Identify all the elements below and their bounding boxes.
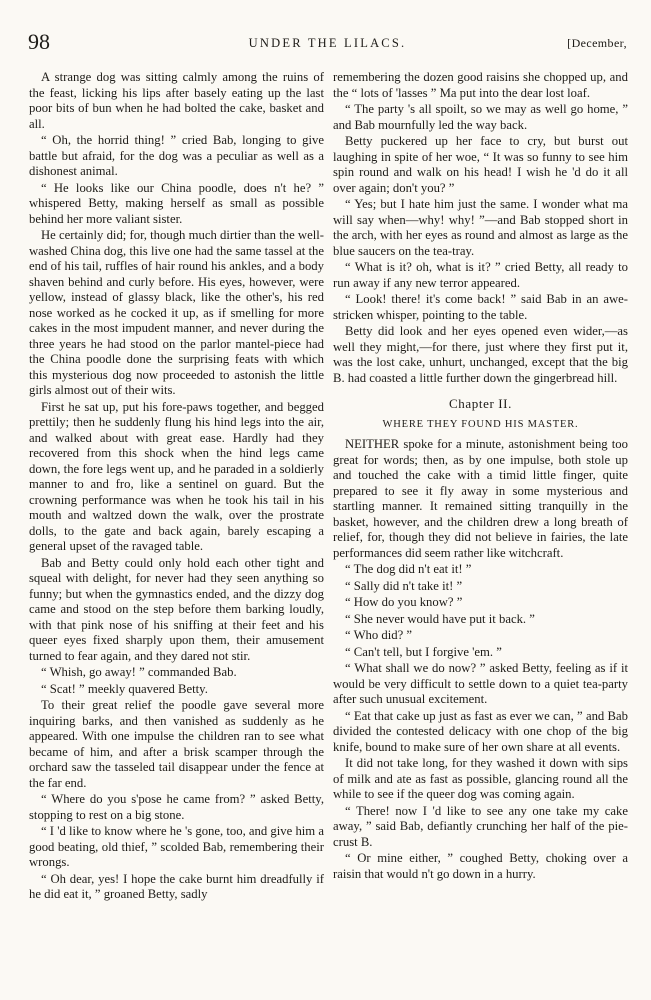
paragraph: “ He looks like our China poodle, does n't he? ” whispered Betty, making herself as small as possible behind her more valiant sister.	[29, 180, 324, 226]
paragraph: “ Oh dear, yes! I hope the cake burnt him dreadfully if he did eat it, ” groaned Betty, sadly	[29, 871, 324, 901]
paragraph: Betty puckered up her face to cry, but burst out laughing in spite of her woe, “ It was so funny to see him spin round and walk on his head! I wish he 'd do it all over again; don't you? ”	[333, 134, 628, 195]
right-column	[333, 70, 628, 883]
paragraph: First he sat up, put his fore-paws together, and begged prettily; then he suddenly flung his hind legs into the air, and walked about with great ease. Hardly had they recovered from this shock when the hind legs came down, the fore legs went up, and he paraded in a soldierly manner to and fro, like a sentinel on guard. But the crowning performance was when he took his tail in his mouth and waltzed down the walk, over the prostrate dolls, to the gate and back again, barely escaping a general upset of the ravaged table.	[29, 399, 324, 553]
paragraph: “ Scat! ” meekly quavered Betty.	[41, 681, 208, 696]
paragraph: “ Or mine either, ” coughed Betty, choking over a raisin that would n't go down in a hurry.	[333, 851, 628, 881]
paragraph: “ She never would have put it back. ”	[345, 611, 535, 626]
paragraph: “ There! now I 'd like to see any one take my cake away, ” said Bab, defiantly crunching her half of the pie-crust B.	[333, 803, 628, 849]
chapter-subtitle: WHERE THEY FOUND HIS MASTER.	[382, 418, 579, 430]
paragraph: “ What is it? oh, what is it? ” cried Betty, all ready to run away if any new terror appeared.	[333, 260, 628, 290]
chapter-heading: Chapter II.	[449, 396, 512, 411]
paragraph: It did not take long, for they washed it down with sips of milk and ate as fast as possible, glancing round all the while to see if the queer dog was coming again.	[333, 756, 628, 801]
page-number: 98	[28, 29, 50, 54]
running-title: UNDER THE LILACS.	[248, 36, 407, 50]
left-column	[29, 70, 324, 904]
issue-month: [December,	[567, 36, 627, 50]
paragraph: “ Sally did n't take it! ”	[345, 578, 463, 593]
page-header	[28, 29, 627, 55]
paragraph: “ What shall we do now? ” asked Betty, feeling as if it would be very difficult to settle down to a quiet tea-party after such unusual excitement.	[333, 661, 628, 706]
paragraph: “ Where do you s'pose he came from? ” asked Betty, stopping to rest on a big stone.	[29, 792, 324, 822]
paragraph: He certainly did; for, though much dirtier than the well-washed China dog, this live one had the same tassel at the end of his tail, ruffles of hair round his ankles, and a body shaven behind and curly before. His eyes, however, were yellow, instead of glassy black, like the other's, his red nose worked as he cocked it up, as if smelling for more cakes in the most impudent manner, and never during the three years he had stood on the parlor mantel-piece had the China poodle done the surprising feats with which this mysterious dog now proceeded to astonish the little girls almost out of their wits.	[29, 228, 324, 397]
paragraph: “ Oh, the horrid thing! ” cried Bab, longing to give battle but afraid, for the dog was a peculiar as well as a dishonest animal.	[29, 133, 324, 178]
paragraph: Betty did look and her eyes opened even wider,—as well they might,—for there, just where they first put it, was the lost cake, unhurt, unchanged, except that the big B. had coasted a little further down the gingerbread hill.	[333, 324, 628, 385]
paragraph: “ The party 's all spoilt, so we may as well go home, ” and Bab mournfully led the way back.	[333, 102, 628, 132]
paragraph: “ How do you know? ”	[345, 595, 463, 609]
paragraph: “ Who did? ”	[345, 628, 413, 642]
paragraph: “ Look! there! it's come back! ” said Bab in an awe-stricken whisper, pointing to the table.	[333, 292, 628, 322]
paragraph: remembering the dozen good raisins she chopped up, and the “ lots of 'lasses ” Ma put into the dear lost loaf.	[333, 70, 628, 100]
paragraph: Bab and Betty could only hold each other tight and squeal with delight, for never had they seen anything so funny; but when the gymnastics ended, and the dizzy dog came and stood on the step before them barking loudly, with that pink nose of his sniffing at their feet and his queer eyes fixed sharply upon them, their amusement turned to fear again, and they dared not stir.	[29, 555, 324, 663]
paragraph: To their great relief the poodle gave several more inquiring barks, and then vanished as suddenly as he appeared. With one impulse the children ran to see what became of him, and after a brisk scamper through the orchard saw the tasseled tail disappear under the fence at the far end.	[29, 698, 324, 790]
paragraph: NEITHER spoke for a minute, astonishment being too great for words; then, as by one impulse, both stole up and touched the cake with a timid little finger, quite prepared to see it fly away in some mysterious and startling manner. It remained sitting tranquilly in the basket, however, and the children drew a long breath of relief, for, though they did not believe in fairies, the late performances did seem rather like witchcraft.	[333, 437, 628, 560]
paragraph: “ Whish, go away! ” commanded Bab.	[41, 665, 237, 679]
paragraph: “ I 'd like to know where he 's gone, too, and give him a good beating, old thief, ” scolded Bab, remembering their wrongs.	[29, 824, 324, 869]
paragraph: “ The dog did n't eat it! ”	[345, 562, 472, 576]
paragraph: “ Yes; but I hate him just the same. I wonder what ma will say when—why! why! ”—and Bab stopped short in the arch, with her eyes as round and almost as large as the blue saucers on the tea-tray.	[333, 197, 628, 258]
paragraph: “ Eat that cake up just as fast as ever we can, ” and Bab divided the contested delicacy with one chop of the big knife, bound to make sure of her own share at all events.	[333, 708, 628, 754]
paragraph: “ Can't tell, but I forgive 'em. ”	[345, 644, 502, 659]
paragraph: A strange dog was sitting calmly among the ruins of the feast, licking his lips after basely eating up the last poor bits of bun when he had bolted the cake, basket and all.	[29, 70, 324, 131]
